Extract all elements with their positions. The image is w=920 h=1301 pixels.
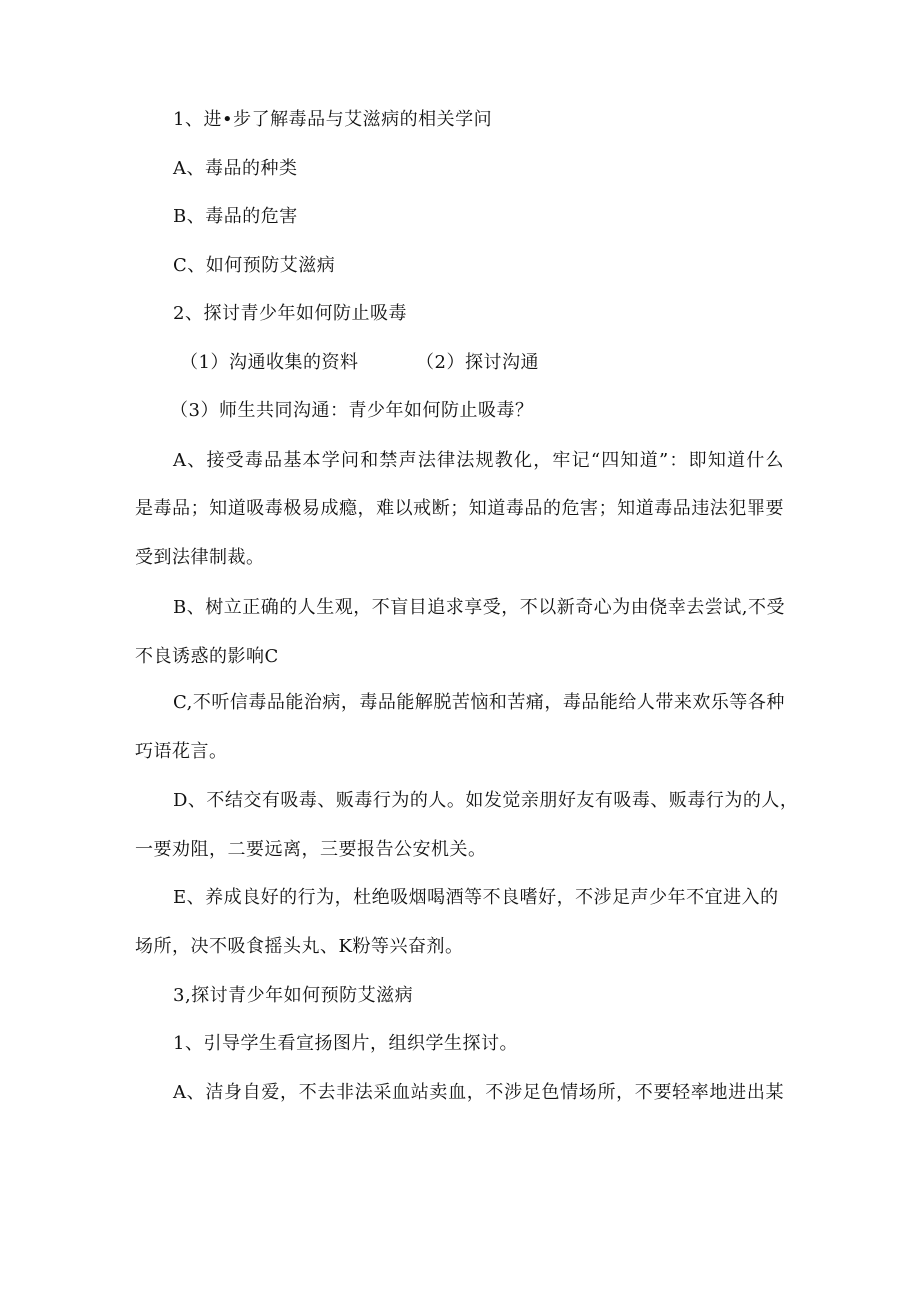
paragraph-b-line-1: B、树立正确的人生观，不盲目追求享受，不以新奇心为由侥幸去尝试,不受: [173, 597, 785, 618]
paragraph-b-line-2: 不良诱惑的影响C: [135, 646, 279, 667]
list-item-a: A、毒品的种类: [173, 158, 298, 179]
paragraph-d-line-1: D、不结交有吸毒、贩毒行为的人。如发觉亲朋好友有吸毒、贩毒行为的人，: [173, 790, 799, 811]
sub-item-2: （2）探讨沟通: [416, 352, 539, 373]
heading-1: 1、进•步了解毒品与艾滋病的相关学问: [173, 109, 493, 130]
heading-3: 3,探讨青少年如何预防艾滋病: [173, 985, 414, 1006]
sub-item-1: （1）沟通收集的资料: [180, 352, 359, 373]
paragraph-e-line-1: E、养成良好的行为，杜绝吸烟喝酒等不良嗜好，不涉足声少年不宜进入的: [173, 887, 779, 908]
list-item-b: B、毒品的危害: [173, 206, 298, 227]
paragraph-c-line-2: 巧语花言。: [135, 741, 228, 762]
sub-item-3: （3）师生共同沟通：青少年如何防止吸毒？: [170, 400, 534, 421]
paragraph-c-line-1: C,不听信毒品能治病，毒品能解脱苦恼和苦痛，毒品能给人带来欢乐等各种: [173, 692, 785, 713]
paragraph-f-line-1: A、洁身自爱，不去非法采血站卖血，不涉足色情场所，不要轻率地进出某: [173, 1082, 784, 1103]
paragraph-d-line-2: 一要劝阻，二要远离，三要报告公安机关。: [135, 839, 487, 860]
paragraph-a-line-2: 是毒品；知道吸毒极易成瘾，难以戒断；知道毒品的危害；知道毒品违法犯罪要: [135, 498, 784, 519]
list-item-c: C、如何预防艾滋病: [173, 255, 336, 276]
heading-2: 2、探讨青少年如何防止吸毒: [173, 303, 407, 324]
paragraph-a-line-3: 受到法律制裁。: [135, 547, 265, 568]
paragraph-a-line-1: A、接受毒品基本学问和禁声法律法规教化，牢记“四知道”：即知道什么: [173, 450, 784, 471]
paragraph-e-line-2: 场所，决不吸食摇头丸、K粉等兴奋剂。: [135, 936, 464, 957]
step-1: 1、引导学生看宣扬图片，组织学生探讨。: [173, 1033, 518, 1054]
